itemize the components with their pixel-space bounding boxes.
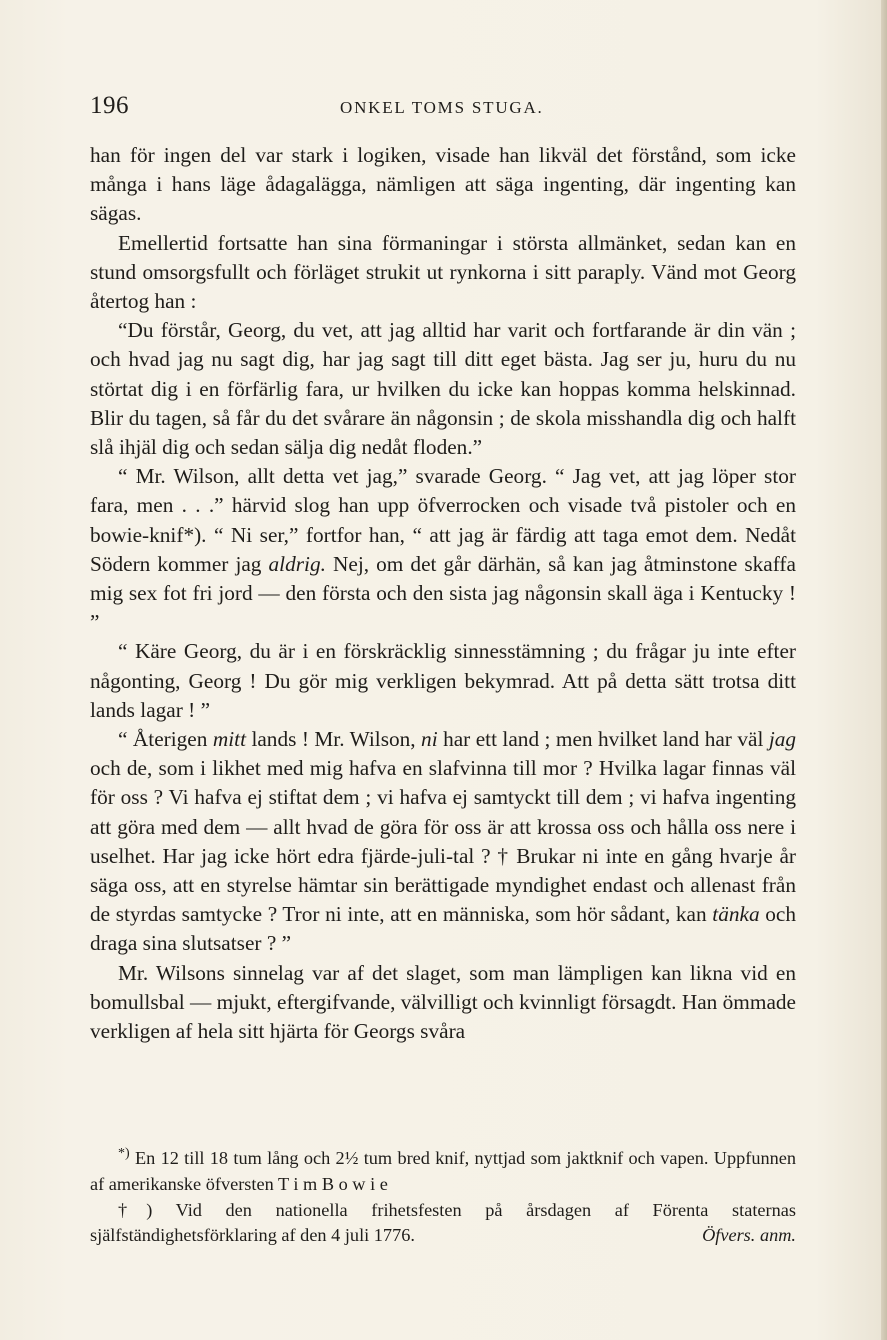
emphasis-ni: ni [421, 727, 438, 752]
paragraph-6-part-a: “ Återigen [118, 727, 213, 752]
emphasis-tanka: tänka [712, 902, 760, 927]
paragraph-6-part-d: och de, som i likhet med mig hafva en slafvinna till mor ? Hvilka lagar finnas väl för oss ? Vi hafva ej stiftat dem ; vi hafva ej samtyckt till dem ; vi hafva ingenting att göra med dem — allt hvad de göra för oss är att krossa oss och hålla oss nere i uselhet. Har jag icke hört edra fjärde-juli-tal ? † Brukar ni inte en gång hvarje år säga oss, att en styrelse hämtar sin berättigade myndighet endast och allenast från de styrdas samtycke ? Tror ni inte, att en människa, som hör sådant, kan [90, 756, 796, 927]
paragraph-4-part-a: “ Mr. Wilson, allt detta vet jag,” svarade Georg. “ Jag vet, att jag löper stor fara, men . . .” härvid slog han upp öfverrocken och visade två pistoler och en bowie-knif*). “ Ni ser,” fortfor han, “ att jag är färdig att taga emot dem. Nedåt Södern kommer jag [90, 464, 796, 576]
paragraph-6-part-e: och draga sina slutsatser ? ” [90, 902, 796, 956]
footnote-2-text: Vid den nationella frihetsfesten på årsdagen af Förenta staternas själfständighetsförklaring af den 4 juli 1776. [90, 1199, 796, 1246]
footnote-1-marker: *) [118, 1145, 130, 1161]
paragraph-6-part-c: har ett land ; men hvilket land har väl [437, 727, 769, 752]
paragraph-7: Mr. Wilsons sinnelag var af det slaget, som man lämpligen kan likna vid en bomullsbal — mjukt, eftergifvande, välvilligt och kvinnligt försagdt. Han ömmade verkligen af hela sitt hjärta för Georgs svåra [90, 960, 796, 1044]
page-number: 196 [90, 92, 129, 119]
footnote-2-signature: Öfvers. anm. [702, 1225, 796, 1246]
paragraph-6-part-b: lands ! Mr. Wilson, [246, 727, 422, 752]
paragraph-1: han för ingen del var stark i logiken, visade han likväl det förstånd, som icke många i hans läge ådagalägga, nämligen att säga ingenting, där ingenting kan sägas. [90, 143, 796, 226]
paragraph-6 [90, 725, 796, 959]
running-title: ONKEL TOMS STUGA. [340, 98, 544, 117]
emphasis-mitt: mitt [212, 727, 246, 752]
paragraph-4-part-b: Nej, om det går därhän, så kan jag åtminstone skaffa mig sex fot fri jord — den första och den sista jag någonsin skall äga i Kentucky ! ” [90, 551, 796, 635]
paragraph-4 [90, 462, 796, 637]
emphasis-jag: jag [768, 727, 797, 752]
body-text [90, 141, 796, 1046]
page-edge-shadow [881, 0, 887, 1340]
footnotes [90, 1146, 796, 1249]
footnote-1 [90, 1146, 796, 1198]
paragraph-3: “Du förstår, Georg, du vet, att jag alltid har varit och fortfarande är din vän ; och hvad jag nu sagt dig, har jag sagt till ditt eget bästa. Jag ser ju, huru du nu störtat dig i en förfärlig fara, ur hvilken du icke kan hoppas komma helskinnad. Blir du tagen, så får du det svårare än någonsin ; de skola misshandla dig och halft slå ihjäl dig och sedan sälja dig nedåt floden.” [90, 318, 796, 460]
footnote-1-text: En 12 till 18 tum lång och 2½ tum bred knif, nyttjad som jaktknif och vapen. Uppfunnen af amerikanske öfversten T i m B o w i e [90, 1148, 797, 1194]
paragraph-5: “ Käre Georg, du är i en förskräcklig sinnesstämning ; du frågar ju inte efter någonting, Georg ! Du gör mig verkligen bekymrad. Att på detta sätt trotsa ditt lands lagar ! ” [90, 639, 796, 722]
footnote-2 [90, 1198, 796, 1250]
emphasis-aldrig: aldrig. [268, 551, 326, 576]
paragraph-2: Emellertid fortsatte han sina förmaningar i största allmänket, sedan kan en stund omsorgsfullt och förläget strukit ut rynkorna i sitt paraply. Vänd mot Georg återtog han : [90, 230, 796, 314]
footnote-2-marker: †) [118, 1199, 153, 1220]
page-header [90, 92, 796, 120]
